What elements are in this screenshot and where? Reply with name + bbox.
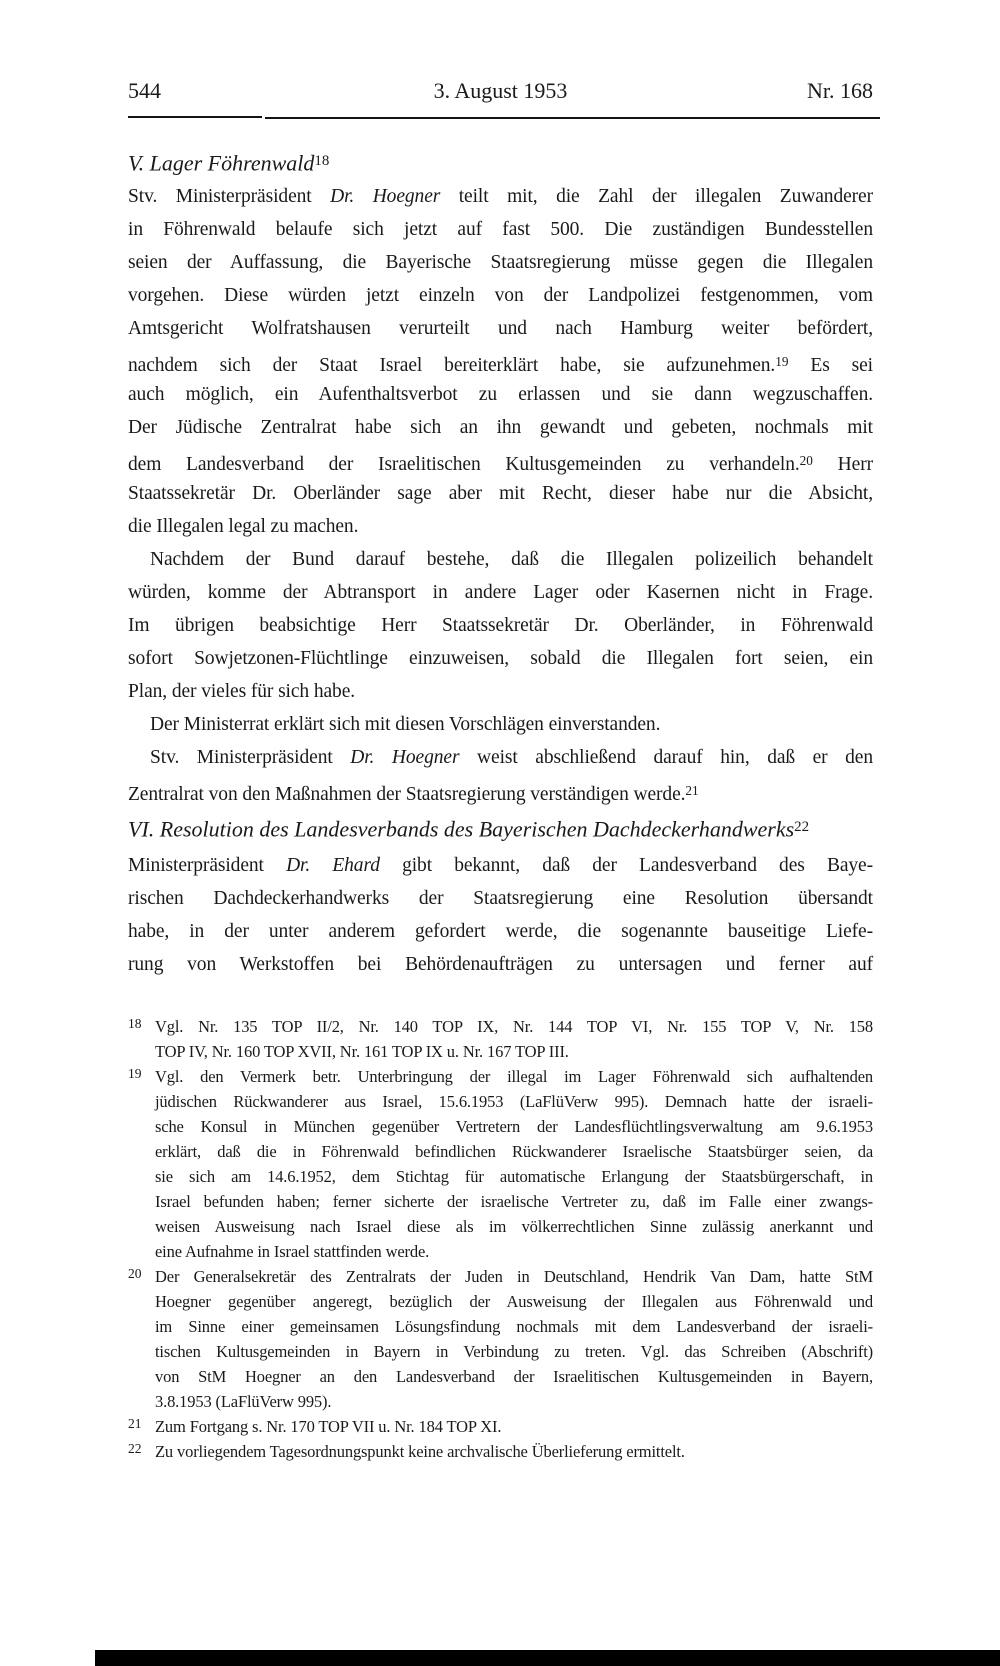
paragraph (128, 543, 873, 708)
footnote (128, 1264, 873, 1414)
header-rule-main (265, 117, 880, 119)
body-line: Zentralrat von den Maßnahmen der Staatsregierung verständigen werde.$^{21}$ (128, 783, 699, 806)
emphasized-name: Dr. Ehard (286, 855, 380, 876)
footnotes-block (128, 1014, 873, 1464)
header-rule-left (128, 116, 262, 118)
emphasized-name: VI. Resolution des Landesverbands des Bayerischen Dachdeckerhandwerks (128, 816, 795, 842)
body-line: Amtsgericht Wolfratshausen verurteilt und nach Hamburg weiter befördert, (128, 318, 873, 339)
footnote-ref: 20 (799, 453, 813, 468)
footnote-line: tischen Kultusgemeinden in Bayern in Verbindung zu treten. Vgl. das Schreiben (Abschrift) (155, 1342, 873, 1361)
body-line: habe, in der unter anderem gefordert werde, die sogenannte bauseitige Liefe- (128, 921, 873, 942)
footnote-marker: 18 (128, 1016, 142, 1031)
body-line: Der Jüdische Zentralrat habe sich an ihn gewandt und gebeten, nochmals mit (128, 417, 873, 438)
running-head (128, 78, 873, 104)
footnote-line: jüdischen Rückwanderer aus Israel, 15.6.1953 (LaFlüVerw 995). Demnach hatte der israeli- (155, 1092, 873, 1111)
footnote-line: von StM Hoegner an den Landesverband der Israelitischen Kultusgemeinden in Bayern, (155, 1367, 873, 1386)
emphasized-name: V. Lager Föhrenwald (128, 150, 315, 176)
footnote-line: Zum Fortgang s. Nr. 170 TOP VII u. Nr. 184 TOP XI. (155, 1417, 502, 1436)
footnote-text (155, 1414, 873, 1439)
footnote (128, 1439, 873, 1464)
body-line: vorgehen. Diese würden jetzt einzeln von der Landpolizei festgenommen, vom (128, 285, 873, 306)
body-line: seien der Auffassung, die Bayerische Staatsregierung müsse gegen die Illegalen (128, 252, 873, 273)
body-line: Plan, der vieles für sich habe. (128, 681, 356, 702)
emphasized-name: Dr. Hoegner (350, 747, 460, 768)
body-line: rischen Dachdeckerhandwerks der Staatsregierung eine Resolution übersandt (128, 888, 873, 909)
footnote-marker: 20 (128, 1266, 142, 1281)
footnote-ref: 22 (794, 819, 810, 835)
footnote-text (155, 1014, 873, 1064)
body-line: dem Landesverband der Israelitischen Kultusgemeinden zu verhandeln.$^{20}$ Herr (128, 453, 873, 476)
footnote-text (155, 1064, 873, 1264)
paragraph (128, 180, 873, 543)
footnote (128, 1014, 873, 1064)
footnote-text (155, 1264, 873, 1414)
footnote-marker: 22 (128, 1441, 142, 1456)
body-line: Staatssekretär Dr. Oberländer sage aber mit Recht, dieser habe nur die Absicht, (128, 483, 873, 504)
footnote-line: sie sich am 14.6.1952, dem Stichtag für automatische Erlangung der Staatsbürgerschaft, in (155, 1167, 873, 1186)
footnote-line: weisen Ausweisung nach Israel diese als im völkerrechtlichen Sinne zulässig anerkannt und (155, 1217, 873, 1236)
footnote-line: 3.8.1953 (LaFlüVerw 995). (155, 1392, 332, 1411)
footnote-line: eine Aufnahme in Israel stattfinden werde. (155, 1242, 430, 1261)
footnote-line: Zu vorliegendem Tagesordnungspunkt keine archvalische Überlieferung ermittelt. (155, 1442, 685, 1461)
body-line: in Föhrenwald belaufe sich jetzt auf fast 500. Die zuständigen Bundesstellen (128, 219, 873, 240)
footnote-marker: 21 (128, 1416, 142, 1431)
footnote-ref: 21 (685, 783, 699, 798)
body-line: Stv. Ministerpräsident Dr. Hoegner teilt mit, die Zahl der illegalen Zuwanderer (128, 186, 873, 207)
scan-edge-bar (95, 1650, 1000, 1666)
footnote-ref: 18 (314, 153, 330, 169)
footnote (128, 1414, 873, 1439)
footnote-line: sche Konsul in München gegenüber Vertretern der Landesflüchtlingsverwaltung am 9.6.1953 (155, 1117, 873, 1136)
body-line: die Illegalen legal zu machen. (128, 516, 359, 537)
body-line: sofort Sowjetzonen-Flüchtlinge einzuweisen, sobald die Illegalen fort seien, ein (128, 648, 873, 669)
body-line: Der Ministerrat erklärt sich mit diesen Vorschlägen einverstanden. (150, 714, 661, 735)
footnote-line: im Sinne einer gemeinsamen Lösungsfindung nochmals mit dem Landesverband der israeli- (155, 1317, 873, 1336)
footnote-line: Der Generalsekretär des Zentralrats der Juden in Deutschland, Hendrik Van Dam, hatte StM (155, 1267, 873, 1286)
body-line: würden, komme der Abtransport in andere Lager oder Kasernen nicht in Frage. (128, 582, 873, 603)
paragraph (128, 741, 873, 807)
footnote-line: Vgl. den Vermerk betr. Unterbringung der illegal im Lager Föhrenwald sich aufhaltenden (155, 1067, 873, 1086)
issue-number: Nr. 168 (807, 78, 873, 103)
page-number: 544 (128, 78, 161, 103)
body-line: rung von Werkstoffen bei Behördenaufträgen zu untersagen und ferner auf (128, 954, 873, 975)
body-line: Nachdem der Bund darauf bestehe, daß die Illegalen polizeilich behandelt (150, 549, 873, 570)
footnote-line: TOP IV, Nr. 160 TOP XVII, Nr. 161 TOP IX u. Nr. 167 TOP III. (155, 1042, 569, 1061)
paragraph (128, 849, 873, 981)
footnote-ref: 19 (775, 354, 789, 369)
body-line: Stv. Ministerpräsident Dr. Hoegner weist abschließend darauf hin, daß er den (150, 747, 874, 768)
paragraph (128, 708, 873, 741)
body-line: Im übrigen beabsichtige Herr Staatssekretär Dr. Oberländer, in Föhrenwald (128, 615, 873, 636)
footnote-line: Vgl. Nr. 135 TOP II/2, Nr. 140 TOP IX, Nr. 144 TOP VI, Nr. 155 TOP V, Nr. 158 (155, 1017, 873, 1036)
footnote-text (155, 1439, 873, 1464)
header-date: 3. August 1953 (433, 78, 568, 103)
body-line: auch möglich, ein Aufenthaltsverbot zu erlassen und sie dann wegzuschaffen. (128, 384, 873, 405)
emphasized-name: Dr. Hoegner (330, 186, 441, 207)
footnote-marker: 19 (128, 1066, 142, 1081)
footnote-line: Hoegner gegenüber angeregt, bezüglich der Ausweisung der Illegalen aus Föhrenwald und (155, 1292, 873, 1311)
section-heading (128, 812, 873, 845)
footnote-line: Israel befunden haben; ferner sicherte der israelische Vertreter zu, daß im Falle einer zwangs- (155, 1192, 873, 1211)
body-line: Ministerpräsident Dr. Ehard gibt bekannt, daß der Landesverband des Baye- (128, 855, 874, 876)
body-line: nachdem sich der Staat Israel bereiterklärt habe, sie aufzunehmen.$^{19}$ Es sei (128, 354, 873, 377)
footnote-line: erklärt, daß die in Föhrenwald befindlichen Rückwanderer Israelische Staatsbürger seien, da (155, 1142, 873, 1161)
footnote (128, 1064, 873, 1264)
section-heading (128, 146, 873, 179)
